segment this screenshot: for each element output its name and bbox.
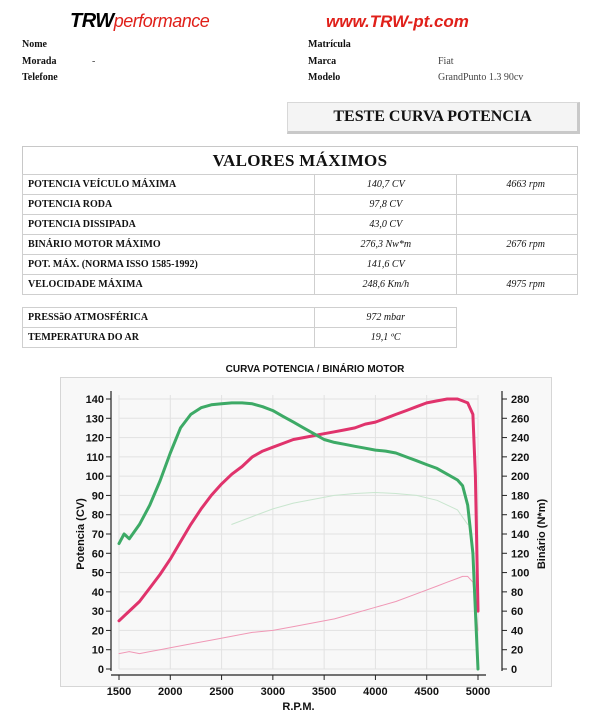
row-rpm: 4663 rpm	[457, 175, 578, 195]
y2-axis-label: Binário (N*m)	[536, 498, 548, 570]
y2-tick-label: 140	[511, 529, 530, 541]
y-tick-label: 80	[91, 509, 104, 522]
max-values-title: VALORES MÁXIMOS	[22, 146, 578, 174]
row-rpm: 2676 rpm	[457, 235, 578, 255]
row-label: POTENCIA RODA	[23, 195, 315, 215]
y-tick-label: 120	[85, 432, 104, 445]
x-tick-label: 4500	[414, 686, 439, 698]
y-tick-label: 130	[85, 413, 104, 426]
row-value: 140,7 CV	[315, 175, 457, 195]
y-tick-label: 20	[91, 625, 104, 638]
x-tick-label: 4000	[363, 686, 388, 698]
row-value: 248,6 Km/h	[315, 275, 457, 295]
row-label: TEMPERATURA DO AR	[23, 328, 315, 348]
y2-tick-label: 240	[511, 432, 530, 445]
plate-label: Matrícula	[308, 39, 351, 50]
test-title: TESTE CURVA POTENCIA	[287, 102, 580, 134]
y-tick-label: 30	[91, 606, 104, 619]
y-axis-label: Potencia (CV)	[75, 498, 87, 570]
row-label: VELOCIDADE MÁXIMA	[23, 275, 315, 295]
row-value: 97,8 CV	[315, 195, 457, 215]
y-tick-label: 40	[91, 586, 104, 599]
x-axis-label: R.P.M.	[282, 701, 315, 713]
make-value: Fiat	[438, 56, 454, 67]
series-line-potencia-roda	[119, 576, 478, 653]
x-tick-label: 2000	[158, 686, 183, 698]
brand-website: www.TRW-pt.com	[326, 12, 469, 31]
x-tick-label: 3000	[260, 686, 286, 698]
phone-label: Telefone	[22, 72, 58, 83]
row-label: POT. MÁX. (NORMA ISSO 1585-1992)	[23, 255, 315, 275]
row-value: 141,6 CV	[315, 255, 457, 275]
x-tick-label: 5000	[465, 686, 491, 698]
address-label: Morada	[22, 56, 57, 67]
y2-tick-label: 220	[511, 451, 530, 464]
series-line-bin-rio-roda	[232, 493, 468, 525]
y-tick-label: 10	[91, 644, 104, 657]
y-tick-label: 110	[86, 451, 104, 464]
y2-tick-label: 100	[511, 567, 530, 580]
row-rpm: 4975 rpm	[457, 275, 578, 295]
y2-tick-label: 120	[511, 548, 530, 561]
y2-tick-label: 40	[511, 625, 524, 638]
y2-tick-label: 80	[511, 586, 524, 599]
y2-tick-label: 60	[511, 606, 524, 619]
brand-suffix: performance	[113, 11, 210, 31]
row-label: POTENCIA VEÍCULO MÁXIMA	[23, 175, 315, 195]
y-tick-label: 50	[91, 567, 104, 580]
name-label: Nome	[22, 39, 47, 50]
chart-title: CURVA POTENCIA / BINÁRIO MOTOR	[225, 364, 405, 375]
model-label: Modelo	[308, 72, 341, 83]
x-tick-label: 2500	[209, 686, 234, 698]
row-value: 276,3 Nw*m	[315, 235, 457, 255]
y2-tick-label: 180	[511, 490, 530, 503]
row-value: 972 mbar	[315, 308, 457, 328]
row-label: BINÁRIO MOTOR MÁXIMO	[23, 235, 315, 255]
row-label: PRESSãO ATMOSFÉRICA	[23, 308, 315, 328]
series-line-bin-rio-motor	[119, 403, 478, 669]
address-value: -	[92, 56, 96, 67]
y2-tick-label: 160	[511, 509, 530, 522]
y-tick-label: 100	[85, 471, 104, 484]
row-value: 19,1 ºC	[315, 328, 457, 348]
y2-tick-label: 200	[511, 471, 530, 484]
brand-main: TRW	[70, 10, 114, 32]
y-tick-label: 60	[91, 548, 104, 561]
y-tick-label: 140	[85, 394, 104, 406]
y2-tick-label: 0	[511, 664, 518, 676]
y2-tick-label: 20	[511, 644, 524, 657]
x-tick-label: 1500	[106, 686, 132, 698]
series-line-potencia-ve-culo	[119, 399, 478, 621]
row-label: POTENCIA DISSIPADA	[23, 215, 315, 235]
row-value: 43,0 CV	[315, 215, 457, 235]
model-value: GrandPunto 1.3 90cv	[438, 72, 524, 83]
y2-tick-label: 280	[511, 394, 530, 406]
x-tick-label: 3500	[311, 686, 337, 698]
y2-tick-label: 260	[511, 413, 530, 426]
y-tick-label: 90	[91, 490, 104, 503]
y-tick-label: 70	[91, 529, 104, 541]
make-label: Marca	[308, 56, 337, 67]
y-tick-label: 0	[97, 664, 104, 676]
